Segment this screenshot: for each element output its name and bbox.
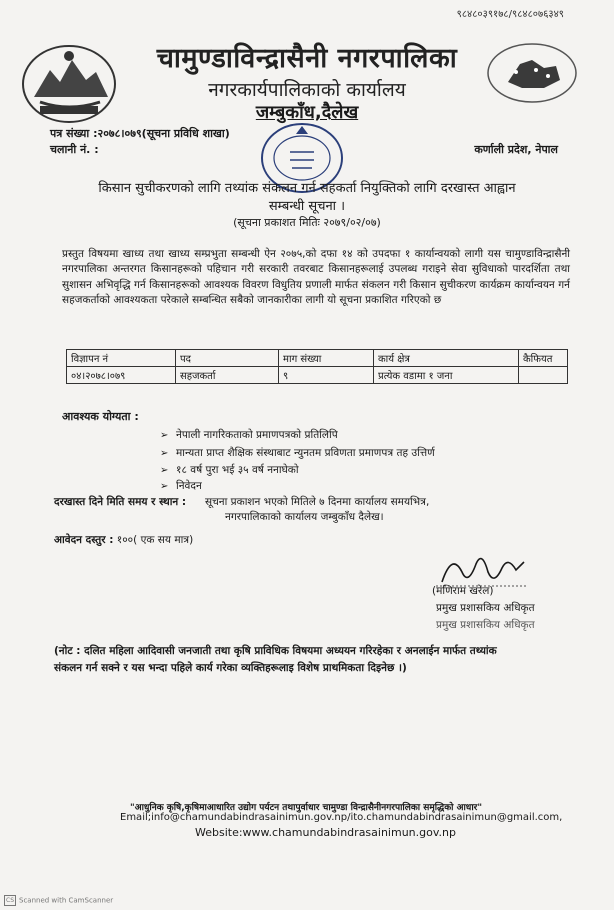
list-item xyxy=(160,463,299,477)
dispatch-number: चलानी नं. : xyxy=(50,143,99,156)
qualification-text: मान्यता प्राप्त शैक्षिक संस्थाबाट न्युनतम प्रविणता प्रमाणपत्र तह उत्तिर्ण xyxy=(176,447,435,459)
table-header-row xyxy=(67,350,568,367)
table-cell: सहजकर्ता xyxy=(176,367,279,384)
table-row xyxy=(67,367,568,384)
signatory-stamp: प्रमुख प्रशासकिय अधिकृत xyxy=(436,619,535,631)
qualifications-heading: आवश्यक योग्यता : xyxy=(62,410,139,423)
vacancy-table xyxy=(66,349,568,384)
table-cell: ०४।२०७८।०७९ xyxy=(67,367,176,384)
arrow-bullet-icon: ➢ xyxy=(160,430,169,441)
footer-slogan: "आधुनिक कृषि,कृषिमाआधारित उद्योग पर्यटन तथापुर्वाधार चामुण्डा विन्द्रासैनीनगरपालिका समृद्धिको आधार" xyxy=(130,803,483,813)
table-header-cell: कैफियत xyxy=(519,350,568,367)
footer-website: Website:www.chamundabindrasainimun.gov.np xyxy=(195,826,456,839)
notice-note: संकलन गर्न सक्ने र यस भन्दा पहिले कार्य गरेका व्यक्तिहरूलाइ विशेष प्राथमिकता दिइनेछ ।) xyxy=(54,662,407,674)
signatory-title: प्रमुख प्रशासकिय अधिकृत xyxy=(436,602,535,614)
deadline-text: सूचना प्रकाशन भएको मितिले ७ दिनमा कार्यालय समयभित्र, xyxy=(205,496,430,508)
phone-numbers: ९८४८०३९१७८/९८४८०७६३४९ xyxy=(456,9,564,20)
province-label: कर्णाली प्रदेश, नेपाल xyxy=(474,143,558,156)
scanner-text: Scanned with CamScanner xyxy=(19,896,114,905)
deadline-label: दरखास्त दिने मिति समय र स्थान : xyxy=(54,496,187,508)
signatory-name: (मणिराम खरेल) xyxy=(432,585,494,597)
application-fee xyxy=(54,533,193,547)
deadline-text: नगरपालिकाको कार्यालय जम्बुकाँध दैलेख। xyxy=(225,511,384,523)
office-name: नगरकार्यपालिकाको कार्यालय xyxy=(208,79,406,101)
notice-subject-line1: किसान सुचीकरणको लागि तथ्यांक संकलन गर्न सहकर्ता नियुक्तिको लागि दरखास्त आह्वान xyxy=(98,181,516,196)
qualification-text: १८ वर्ष पुरा भई ३५ वर्ष ननाघेको xyxy=(176,464,299,476)
municipality-name: चामुण्डाविन्द्रासैनी नगरपालिका xyxy=(156,43,458,74)
fee-value: १००( एक सय मात्र) xyxy=(116,534,194,546)
table-cell: ९ xyxy=(279,367,374,384)
list-item xyxy=(160,428,338,442)
list-item xyxy=(160,479,202,493)
office-location: जम्बुकाँध,दैलेख xyxy=(255,102,359,123)
table-cell xyxy=(519,367,568,384)
footer-email: Email;info@chamundabindrasainimun.gov.np/ito.chamundabindrasainimun@gmail.com, xyxy=(120,812,563,823)
table-cell: प्रत्येक वडामा १ जना xyxy=(374,367,519,384)
reference-number: पत्र संख्या :२०७८।०७९(सूचना प्रविधि शाखा) xyxy=(50,127,230,140)
qualification-text: नेपाली नागरिकताको प्रमाणपत्रको प्रतिलिपि xyxy=(176,429,338,441)
camscanner-icon: CS xyxy=(6,897,14,904)
scanner-watermark xyxy=(4,895,113,906)
table-header-cell: कार्य क्षेत्र xyxy=(374,350,519,367)
arrow-bullet-icon: ➢ xyxy=(160,481,169,492)
fee-label: आवेदन दस्तुर : xyxy=(54,534,114,546)
table-header-cell: विज्ञापन नं xyxy=(67,350,176,367)
notice-subject-line2: सम्बन्धी सूचना । xyxy=(268,199,346,214)
publication-date: (सूचना प्रकाशत मितिः २०७९/०२/०७) xyxy=(233,216,381,229)
qualification-text: निवेदन xyxy=(176,480,202,492)
list-item xyxy=(160,446,435,460)
notice-note: (नोट : दलित महिला आदिवासी जनजाती तथा कृषि प्राविधिक विषयमा अध्ययन गरिरहेका र अनलाईन मार्फत तथ्यांक xyxy=(54,645,497,657)
municipality-seal-logo xyxy=(486,42,578,104)
arrow-bullet-icon: ➢ xyxy=(160,448,169,459)
table-header-cell: पद xyxy=(176,350,279,367)
table-header-cell: माग संख्या xyxy=(279,350,374,367)
arrow-bullet-icon: ➢ xyxy=(160,465,169,476)
notice-body: प्रस्तुत विषयमा खाध्य तथा खाध्य सम्प्रभुता सम्बन्धी ऐन २०७५,को दफा १४ को उपदफा १ कार्यान्वयको लागी यस चामुण्डाविन्द्रासैनी नगरपालिका अन्तरगत किसानहरूको पहिचान गरी सरकारी तवरबाट किसानहरूलाई उपलब्ध गराइने सेवा सुविधाको पारदर्शिता तथा सुशासन अभिवृद्धि गर्न किसानहरूको आवश्यक विवरण विधुतिय प्रणाली मार्फत संकलन गरी किसान सुचीकरण कार्यक्रम कार्यान्वयन गर्न सहजकर्ताको आवश्यकता परेकाले सम्बन्धित सबैको जानकारीका लागी यो सूचना प्रकाशित गरिएको छ xyxy=(62,248,570,307)
